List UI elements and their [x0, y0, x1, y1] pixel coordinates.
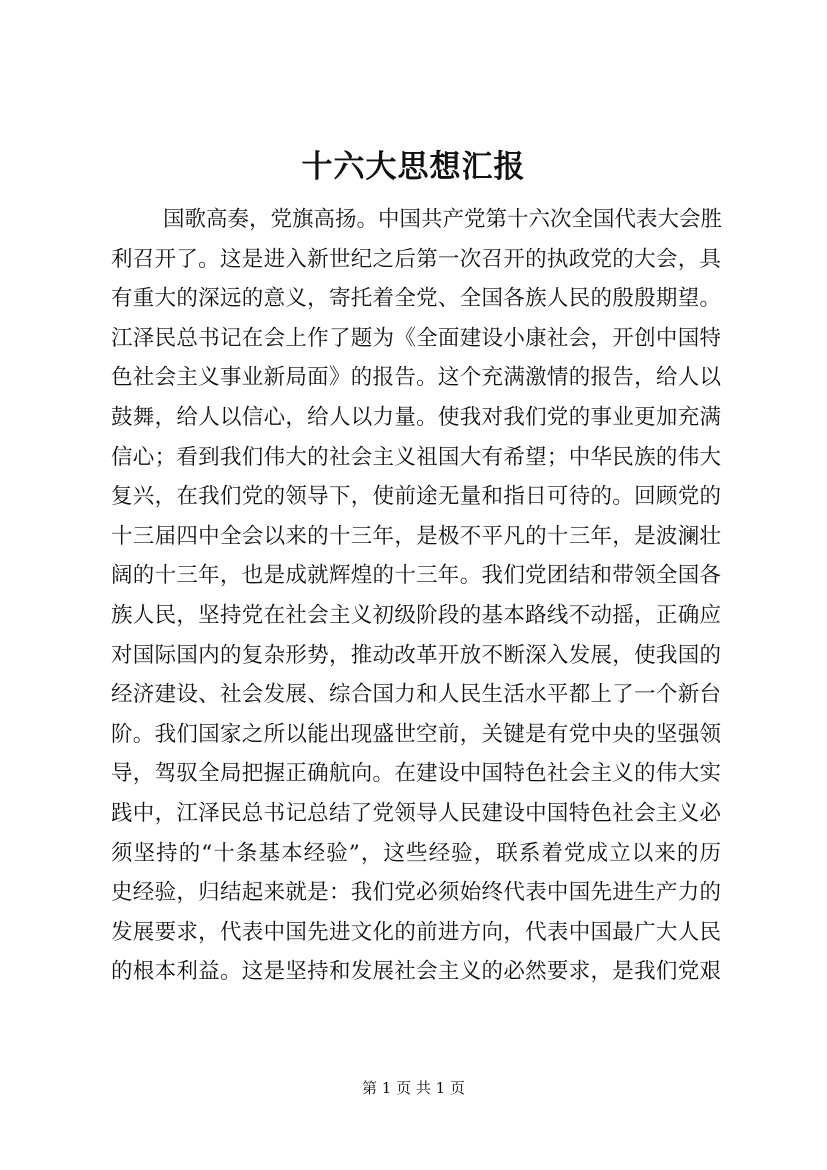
text-line: 鼓舞，给人以信心，给人以力量。使我对我们党的事业更加充满 [111, 404, 721, 430]
text-line: 复兴，在我们党的领导下，使前途无量和指日可待的。回顾党的 [111, 484, 721, 510]
text-line: 史经验，归结起来就是：我们党必须始终代表中国先进生产力的 [111, 880, 721, 906]
text-line: 色社会主义事业新局面》的报告。这个充满激情的报告，给人以 [111, 365, 721, 391]
text-line: 国歌高奏，党旗高扬。中国共产党第十六次全国代表大会胜 [163, 207, 723, 232]
text-line: 践中，江泽民总书记总结了党领导人民建设中国特色社会主义必 [111, 800, 721, 826]
page-title: 十六大思想汇报 [301, 149, 526, 185]
text-line: 对国际国内的复杂形势，推动改革开放不断深入发展，使我国的 [111, 642, 721, 668]
text-line: 十三届四中全会以来的十三年，是极不平凡的十三年，是波澜壮 [111, 523, 721, 549]
body-text [111, 200, 721, 992]
text-line: 须坚持的“十条基本经验”，这些经验，联系着党成立以来的历 [111, 840, 721, 866]
text-line: 发展要求，代表中国先进文化的前进方向，代表中国最广大人民 [111, 919, 721, 945]
text-line: 利召开了。这是进入新世纪之后第一次召开的执政党的大会，具 [111, 246, 721, 272]
text-line: 江泽民总书记在会上作了题为《全面建设小康社会，开创中国特 [111, 325, 721, 351]
text-line: 有重大的深远的意义，寄托着全党、全国各族人民的殷殷期望。 [111, 286, 721, 312]
text-line: 阶。我们国家之所以能出现盛世空前，关键是有党中央的坚强领 [111, 721, 721, 747]
text-line: 阔的十三年，也是成就辉煌的十三年。我们党团结和带领全国各 [111, 563, 721, 589]
text-line: 经济建设、社会发展、综合国力和人民生活水平都上了一个新台 [111, 682, 721, 708]
text-line: 导，驾驭全局把握正确航向。在建设中国特色社会主义的伟大实 [111, 761, 721, 787]
page-footer: 第 1 页 共 1 页 [362, 1079, 465, 1097]
text-line: 族人民，坚持党在社会主义初级阶段的基本路线不动摇，正确应 [111, 602, 721, 628]
text-line: 信心；看到我们伟大的社会主义祖国大有希望；中华民族的伟大 [111, 444, 721, 470]
text-line: 的根本利益。这是坚持和发展社会主义的必然要求，是我们党艰 [111, 959, 721, 985]
